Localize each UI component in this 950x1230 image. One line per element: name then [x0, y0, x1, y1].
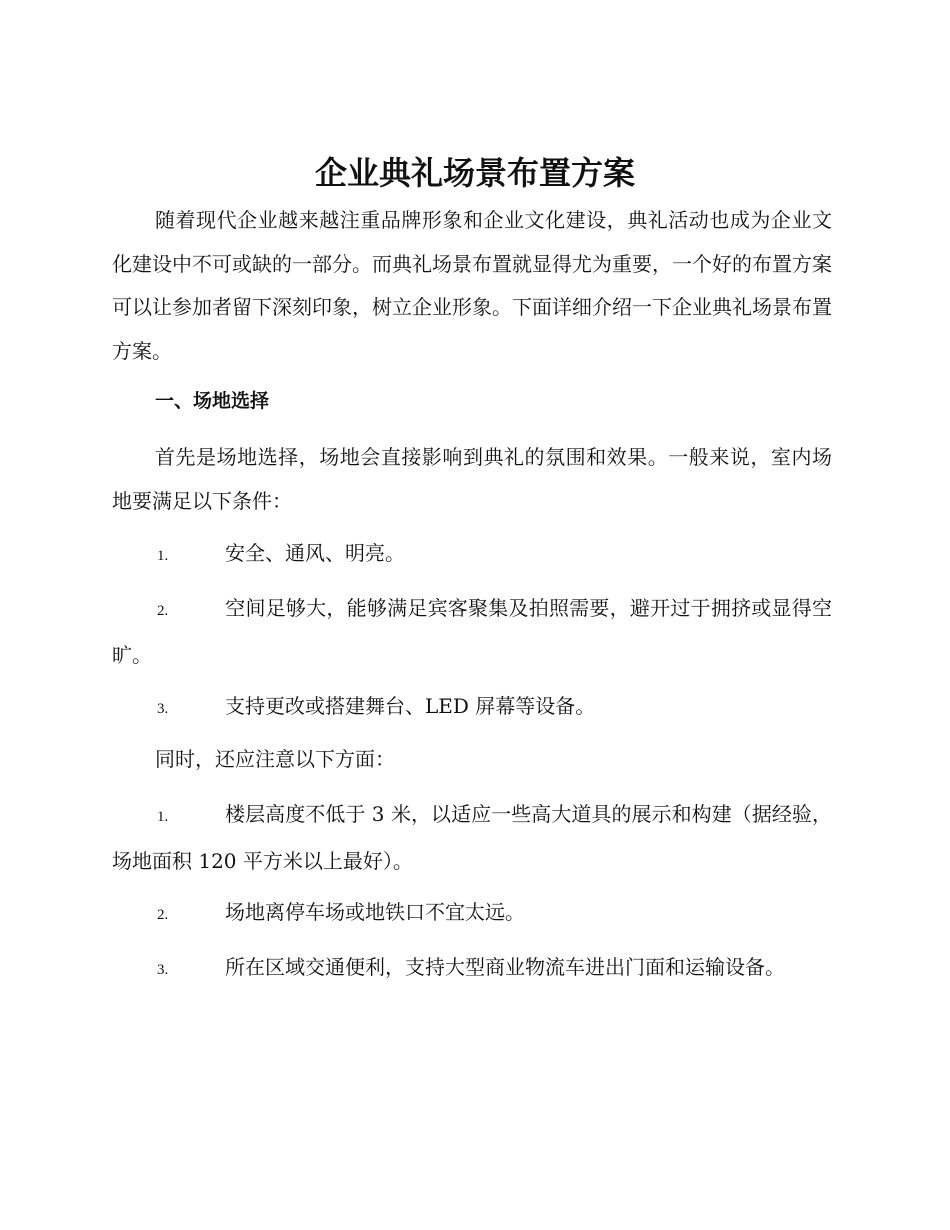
- list-item-text: 场地离停车场或地铁口不宜太远。: [225, 900, 525, 924]
- section-heading: 一、场地选择: [155, 390, 270, 412]
- list-item-text: 支持更改或搭建舞台、LED 屏幕等设备。: [225, 694, 596, 718]
- condition-item-3: [112, 685, 832, 732]
- list-item-text: 楼层高度不低于 3 米，以适应一些高大道具的展示和构建（据经验，场地面积 120 平方米以上最好）。: [112, 802, 832, 873]
- page-title: 企业典礼场景布置方案: [314, 154, 635, 192]
- also-paragraph: 同时，还应注意以下方面：: [155, 747, 395, 771]
- list-item-text: 所在区域交通便利，支持大型商业物流车进出门面和运输设备。: [225, 955, 785, 979]
- note-item-2: [112, 891, 832, 938]
- section-lead-paragraph: 首先是场地选择，场地会直接影响到典礼的氛围和效果。一般来说，室内场地要满足以下条件：: [112, 445, 832, 513]
- list-number: 2.: [157, 603, 169, 619]
- list-item-text: 安全、通风、明亮。: [225, 541, 405, 565]
- list-number: 3.: [157, 701, 169, 717]
- note-item-1: [112, 793, 832, 883]
- list-number: 1.: [157, 809, 169, 825]
- list-item-text: 空间足够大，能够满足宾客聚集及拍照需要，避开过于拥挤或显得空旷。: [112, 596, 832, 667]
- intro-paragraph: 随着现代企业越来越注重品牌形象和企业文化建设，典礼活动也成为企业文化建设中不可或缺的一部分。而典礼场景布置就显得尤为重要，一个好的布置方案可以让参加者留下深刻印象，树立企业形象。下面详细介绍一下企业典礼场景布置方案。: [112, 208, 832, 363]
- list-number: 2.: [157, 907, 169, 923]
- list-number: 1.: [157, 548, 169, 564]
- condition-item-1: [112, 532, 832, 579]
- list-number: 3.: [157, 962, 169, 978]
- note-item-3: [112, 946, 832, 993]
- condition-item-2: [112, 587, 832, 677]
